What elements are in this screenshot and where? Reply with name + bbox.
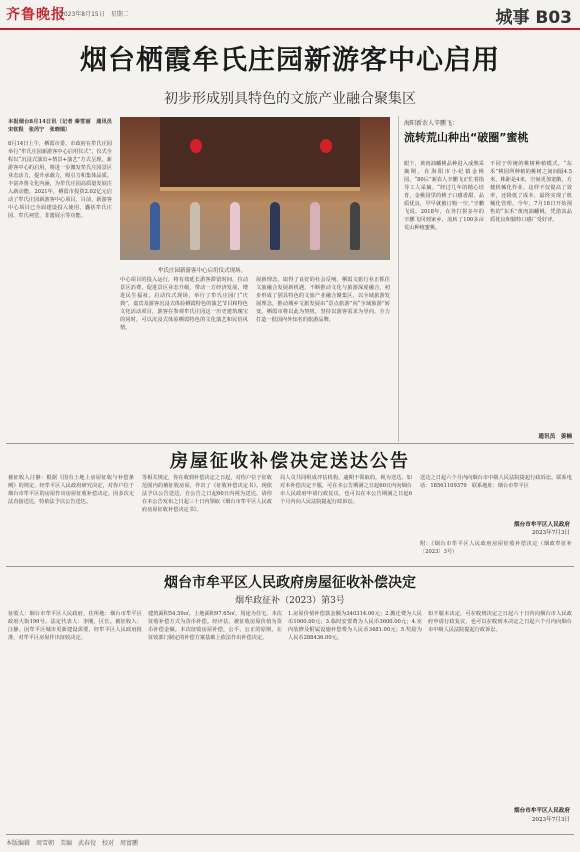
- person-figure: [150, 202, 160, 250]
- lead-photo: [120, 117, 390, 260]
- building-graphic: [160, 117, 360, 191]
- side-kicker: 海阳新农人辛鹏飞：: [404, 120, 459, 127]
- notice1-col4: 送达之日起六个月内向烟台市中级人民法院提起行政诉讼。联系电话：18561109379 联系地址：烟台市牟平区: [420, 475, 572, 489]
- notice1-col1: 被征收人汪静：根据《国有土地上房屋征收与补偿条例》的规定，经牟平区人民政府研究决定，对你户位于烟台市牟平区的房屋作出房屋征收补偿决定。因多次无法直接送达，特依法予以公告送达。: [8, 475, 134, 505]
- photo-caption: 牟氏庄园新游客中心启用仪式现场。: [158, 268, 247, 274]
- side-signature: 通讯员 姜楠: [538, 434, 572, 440]
- lead-subhead: 初步形成别具特色的文旅产业融合聚集区: [164, 91, 416, 107]
- notice2-col4: 如不服本决定，可在收到决定之日起六十日内向烟台市人民政府申请行政复议，也可以在收到本决定之日起六个月内向烟台市中级人民法院提起行政诉讼。: [428, 611, 572, 633]
- notice1-col2: 等相关规定，你在收到补偿决定之日起，对你户位于征收范围内的被征收房屋，作出了《征收补偿决定书》。现依法予以公告送达，自公告之日起60日内视为送达。请你在本公告发布之日起三十日内领取《烟台市牟平区人民政府房屋征收补偿决定书》。: [142, 475, 272, 513]
- notice2-col2: 建筑面积54.59㎡，土地面积97.65㎡，用途为住宅。本次征收补偿方式为货币补偿。经评估，被征收房屋价值为货币补偿金额。本次征收房屋补偿，公平、公正的原则，在征收部门制定的补偿方案基础上依法作出补偿决定。: [148, 611, 282, 641]
- side-body-col1: 眼下，黄肉油蟠桃品种进入成熟采摘期，在海阳市小纪镇金桃园，“80后”新农人辛鹏飞正忙着指导工人采摘。“经过几年的精心培育，金桃园里的桃子口感香甜、品质优良，早早就被订购一空。”辛鹏飞说。2018年，在外打拼多年的辛鹏飞回到家乡，流转了100多亩荒山种植蜜桃。: [404, 161, 484, 231]
- page-footer: 本版编辑 周雪朝 美编 武春佼 校对 周富鹏: [6, 840, 139, 847]
- notice2-col3: 1.房屋价值补偿款金额为340314.00元；2.搬迁费为人民币1000.00元；3.临时安置费为人民币3600.00元；4.室内装修及附属设施补偿费为人民币3481.00元；5.奖励为人民币288436.00元。: [288, 611, 422, 641]
- section-label: 城事 B03: [495, 8, 572, 28]
- notice2-docnum: 烟牟政征补（2023）第3号: [235, 596, 345, 606]
- lead-body-col3: 展新理念，取得了良好的社会反响。栖霞文旅行业正抓住文旅融合发展新机遇，不断推动文化与旅游深度融合，初步形成了别具特色的文旅产业融合聚集区，以全域旅游发展理念，推动城乡文旅发展由“景点旅游”向“全域旅游”转变。栖霞市将以此为契机，坚持以游客需求为导向，全力打造一批国内外知名的旅游品牌。: [256, 277, 390, 323]
- section-rule: [6, 443, 574, 444]
- notice2-col1: 征收人：烟台市牟平区人民政府，住所地：烟台市牟平区政府大街199号。法定代表人：李刚，区长。被征收人：汪静。因牟平区城市更新建设需要，经牟平区人民政府批准，对牟平区房屋作出征收决定。: [8, 611, 142, 641]
- notice1-col3: 局人员共同组成评估机构，逾期不领取的，视为送达。如对本补偿决定不服，可在本公告期满之日起60日内向烟台市人民政府申请行政复议，也可以在本公告期满之日起6个月内向人民法院提起行政诉讼。: [280, 475, 412, 505]
- lead-headline: 烟台栖霞牟氏庄园新游客中心启用: [80, 45, 500, 76]
- column-divider: [398, 116, 399, 442]
- person-figure: [350, 202, 360, 250]
- person-figure: [310, 202, 320, 250]
- notice1-signer: 烟台市牟平区人民政府: [514, 522, 570, 528]
- notice1-attachment: 附：《烟台市牟平区人民政府房屋征收补偿决定（烟政牟征补〔2023〕3号）: [420, 541, 572, 555]
- footer-rule: [6, 834, 574, 835]
- side-headline: 流转荒山种出“破圈”蜜桃: [404, 131, 529, 144]
- side-body-col2: 不同于传统的桃树种植模式，“东禾”桃园所种植的桃树之间间隔4.5米、株距是4米，空间更加宽敞，方便机械化作业。这样不仅提高了效率，还降低了成本，最终实现了机械化管理。今年，7月18日开始预售的“东禾”黄肉油蟠桃，凭借其品质优良和独特口感广受好评。: [490, 161, 572, 223]
- notice1-date: 2023年7月3日: [531, 530, 570, 536]
- lantern-icon: [190, 139, 202, 153]
- lead-byline: 本报烟台8月14日讯（记者 秦雪丽 通讯员 宋钦程 张芮宁 张晓瑞）: [8, 119, 112, 133]
- person-figure: [270, 202, 280, 250]
- issue-date: 2023年8月15日 星期二: [60, 11, 129, 18]
- side-story-head: [404, 118, 566, 148]
- lead-body-col2: 中心项目的投入运行，将有效延长游客滞留时间，拉动景区消费，促进景区业态升级，带动一方经济发展，增进民生福祉。启动仪式现场，举行了牟氏庄园门“庆典”，嘉宾及游客沉浸式体验栖霞特色的演艺节目和特色文化活动项目，游客在参观牟氏庄园这一历史建筑瑰宝的同时，可以沉浸式体验栖霞特色的文化演艺和民俗风情。: [120, 277, 248, 331]
- notice2-date: 2023年7月3日: [531, 817, 570, 823]
- notice2-headline: 烟台市牟平区人民政府房屋征收补偿决定: [164, 575, 416, 591]
- newspaper-logo: 齐鲁晚报: [6, 7, 66, 23]
- section-rule: [6, 566, 574, 567]
- lantern-icon: [320, 139, 332, 153]
- person-figure: [190, 202, 200, 250]
- lead-body-col1: 8月14日上午，栖霞市委、市政府在牟氏庄园举行“牟氏庄园新游客中心启用仪式”。仪式全程以“沉浸式演出+情景+演艺”方式呈现，新游客中心的启用，将进一步激发牟氏庄园景区业态活力，提升承载力，吸引力和集体品质。丰富齐鲁文化内涵，为牟氏庄园高质量发展注入新动能。2021年，栖霞市投资2.02亿元启动了牟氏庄园新游客中心项目，目前，新游客中心项目已全面建设投入使用，囊括牟氏庄园、牟氏祠堂、非遗展示等功能。: [8, 141, 112, 219]
- person-figure: [230, 202, 240, 250]
- notice2-signer: 烟台市牟平区人民政府: [514, 808, 570, 814]
- notice1-headline: 房屋征收补偿决定送达公告: [170, 451, 410, 472]
